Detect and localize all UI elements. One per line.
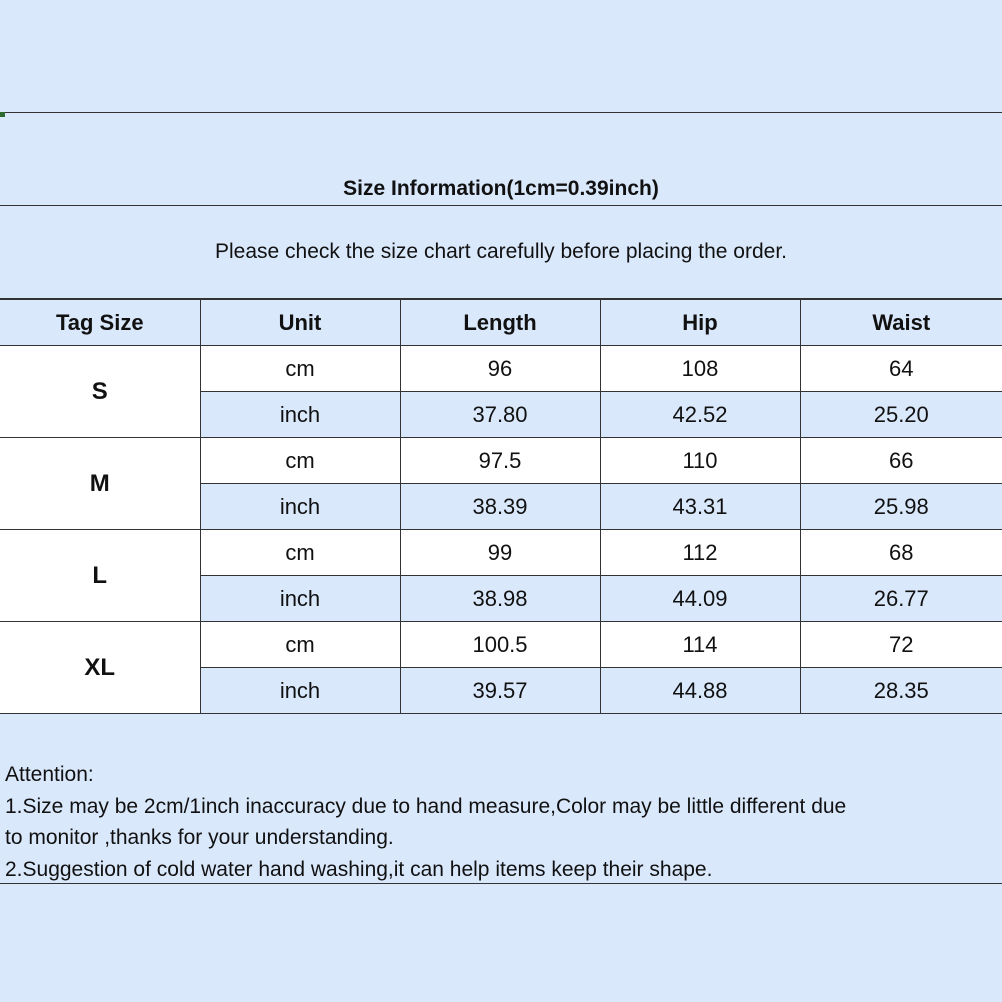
note-band bbox=[0, 206, 1002, 299]
length-cell: 39.57 bbox=[400, 668, 600, 714]
waist-cell: 64 bbox=[800, 346, 1002, 392]
hip-cell: 112 bbox=[600, 530, 800, 576]
unit-cell: inch bbox=[200, 668, 400, 714]
hip-cell: 43.31 bbox=[600, 484, 800, 530]
unit-cell: cm bbox=[200, 622, 400, 668]
header-hip: Hip bbox=[600, 300, 800, 346]
tag-size-cell: L bbox=[0, 530, 200, 622]
corner-mark bbox=[0, 112, 5, 117]
attention-notes bbox=[5, 759, 995, 885]
table-row bbox=[0, 622, 1002, 668]
header-tag-size: Tag Size bbox=[0, 300, 200, 346]
table-header-row bbox=[0, 300, 1002, 346]
attention-line: 1.Size may be 2cm/1inch inaccuracy due to hand measure,Color may be little different due bbox=[5, 794, 847, 818]
header-unit: Unit bbox=[200, 300, 400, 346]
unit-cell: cm bbox=[200, 530, 400, 576]
table-row bbox=[0, 438, 1002, 484]
length-cell: 96 bbox=[400, 346, 600, 392]
unit-cell: cm bbox=[200, 346, 400, 392]
table-row bbox=[0, 530, 1002, 576]
table-row bbox=[0, 346, 1002, 392]
size-chart bbox=[0, 112, 1002, 884]
length-cell: 99 bbox=[400, 530, 600, 576]
unit-cell: inch bbox=[200, 392, 400, 438]
waist-cell: 68 bbox=[800, 530, 1002, 576]
waist-cell: 25.98 bbox=[800, 484, 1002, 530]
tag-size-cell: XL bbox=[0, 622, 200, 714]
length-cell: 38.39 bbox=[400, 484, 600, 530]
order-note: Please check the size chart carefully before placing the order. bbox=[215, 240, 787, 263]
attention-line: to monitor ,thanks for your understanding. bbox=[5, 826, 394, 849]
waist-cell: 26.77 bbox=[800, 576, 1002, 622]
waist-cell: 72 bbox=[800, 622, 1002, 668]
hip-cell: 42.52 bbox=[600, 392, 800, 438]
tag-size-cell: S bbox=[0, 346, 200, 438]
unit-cell: cm bbox=[200, 438, 400, 484]
hip-cell: 108 bbox=[600, 346, 800, 392]
tag-size-cell: M bbox=[0, 438, 200, 530]
length-cell: 100.5 bbox=[400, 622, 600, 668]
hip-cell: 114 bbox=[600, 622, 800, 668]
unit-cell: inch bbox=[200, 576, 400, 622]
unit-cell: inch bbox=[200, 484, 400, 530]
length-cell: 37.80 bbox=[400, 392, 600, 438]
header-waist: Waist bbox=[800, 300, 1002, 346]
size-table bbox=[0, 299, 1002, 714]
hip-cell: 44.09 bbox=[600, 576, 800, 622]
waist-cell: 28.35 bbox=[800, 668, 1002, 714]
title-band bbox=[0, 113, 1002, 206]
attention-heading: Attention: bbox=[5, 763, 94, 786]
hip-cell: 110 bbox=[600, 438, 800, 484]
waist-cell: 25.20 bbox=[800, 392, 1002, 438]
length-cell: 38.98 bbox=[400, 576, 600, 622]
header-length: Length bbox=[400, 300, 600, 346]
page-title: Size Information(1cm=0.39inch) bbox=[343, 177, 659, 200]
hip-cell: 44.88 bbox=[600, 668, 800, 714]
waist-cell: 66 bbox=[800, 438, 1002, 484]
attention-line: 2.Suggestion of cold water hand washing,it can help items keep their shape. bbox=[5, 857, 713, 881]
length-cell: 97.5 bbox=[400, 438, 600, 484]
